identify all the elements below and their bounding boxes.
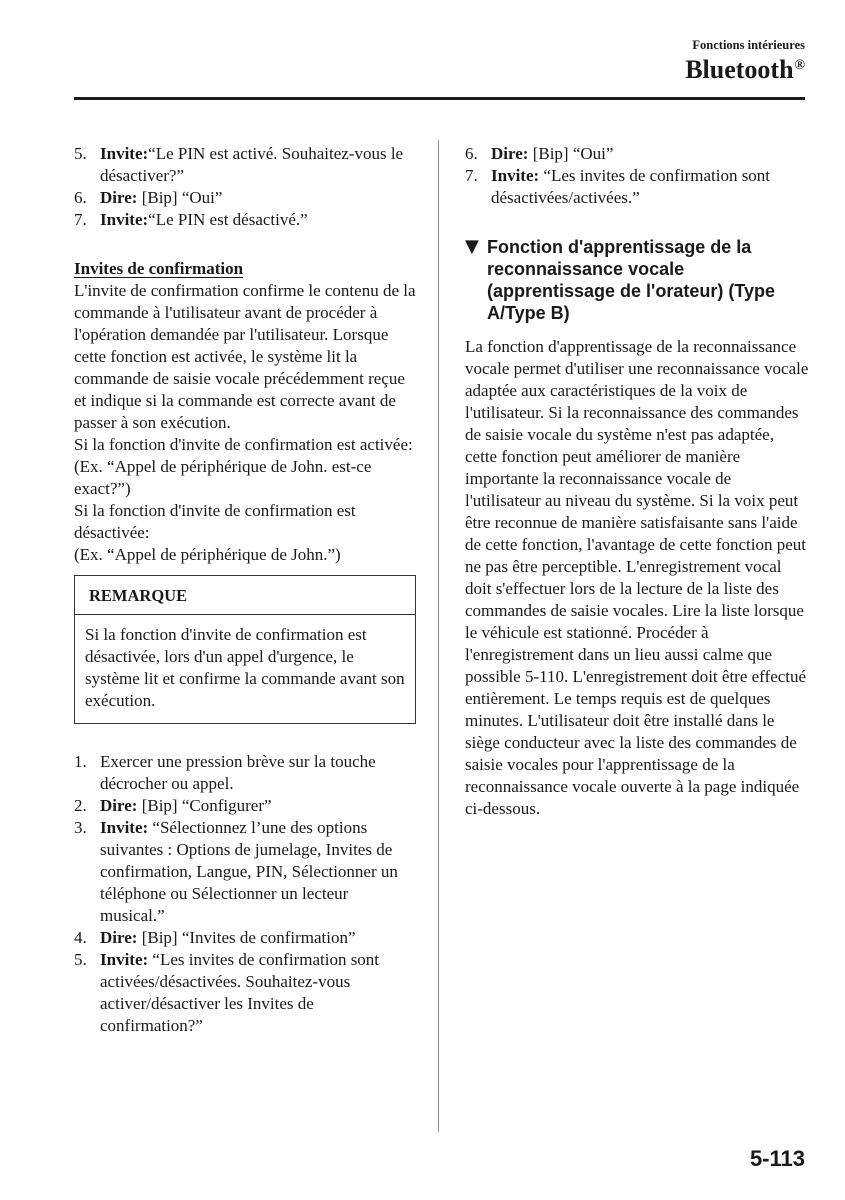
column-divider: [438, 140, 439, 1132]
note-box: [74, 575, 416, 724]
step-number: 3.: [74, 818, 87, 837]
list-item: [465, 143, 810, 165]
body-line: (Ex. “Appel de périphérique de John. est-ce exact?”): [74, 457, 372, 498]
list-item: [465, 165, 810, 209]
subheading: Invites de confirmation: [74, 259, 244, 278]
header-section-label: Fonctions intérieures: [692, 38, 805, 52]
page-title-text: Bluetooth: [685, 55, 794, 84]
step-number: 5.: [74, 950, 87, 969]
list-item: [74, 949, 416, 1037]
triangle-down-icon: ▼: [465, 236, 479, 257]
left-column: [74, 143, 416, 1037]
step-number: 7.: [74, 210, 87, 229]
step-text: [Bip] “Oui”: [528, 144, 614, 163]
step-number: 1.: [74, 752, 87, 771]
header-rule: [74, 97, 805, 100]
step-number: 4.: [74, 928, 87, 947]
step-number: 6.: [74, 188, 87, 207]
steps-list-c: [465, 143, 810, 209]
section-heading: [465, 236, 810, 324]
right-column: [465, 143, 810, 820]
step-text: “Le PIN est activé. Souhaitez-vous le désactiver?”: [100, 144, 404, 185]
step-number: 6.: [465, 144, 478, 163]
list-item: [74, 795, 416, 817]
step-text: “Les invites de confirmation sont activées/désactivées. Souhaitez-vous activer/désactiver les Invites de confirmation?”: [100, 950, 380, 1035]
step-number: 2.: [74, 796, 87, 815]
step-text: Exercer une pression brève sur la touche décrocher ou appel.: [100, 752, 376, 793]
list-item: [74, 209, 416, 231]
step-text: [Bip] “Configurer”: [137, 796, 272, 815]
step-label: Dire:: [100, 188, 138, 207]
list-item: [74, 817, 416, 927]
step-label: Invite:: [100, 950, 149, 969]
registered-mark: ®: [794, 58, 805, 73]
note-heading: REMARQUE: [75, 576, 415, 615]
page-number: 5-113: [749, 1146, 805, 1171]
step-label: Dire:: [100, 928, 138, 947]
page-title: [685, 54, 805, 86]
step-label: Dire:: [100, 796, 138, 815]
step-label: Invite:: [100, 144, 149, 163]
body-line: Si la fonction d'invite de confirmation est désactivée:: [74, 501, 356, 542]
note-body: Si la fonction d'invite de confirmation est désactivée, lors d'un appel d'urgence, le système lit et confirme la commande avant son exécution.: [85, 625, 405, 710]
body-paragraph: L'invite de confirmation confirme le contenu de la commande à l'utilisateur avant de procéder à l'opération demandée par l'utilisateur. Lorsque cette fonction est activée, le système lit la commande de saisie vocale précédemment reçue et indique si la commande est correcte avant de passer à son exécution.: [74, 281, 416, 432]
step-text: “Les invites de confirmation sont désactivées/activées.”: [491, 166, 771, 207]
step-label: Dire:: [491, 144, 529, 163]
step-number: 5.: [74, 144, 87, 163]
step-text: “Le PIN est désactivé.”: [148, 210, 308, 229]
step-text: [Bip] “Invites de confirmation”: [137, 928, 356, 947]
step-label: Invite:: [491, 166, 540, 185]
steps-list-a: [74, 143, 416, 231]
body-line: Si la fonction d'invite de confirmation est activée:: [74, 435, 413, 454]
step-number: 7.: [465, 166, 478, 185]
list-item: [74, 927, 416, 949]
step-label: Invite:: [100, 210, 149, 229]
list-item: [74, 187, 416, 209]
list-item: [74, 143, 416, 187]
list-item: [74, 751, 416, 795]
body-line: (Ex. “Appel de périphérique de John.”): [74, 545, 341, 564]
section-heading-text: Fonction d'apprentissage de la reconnaissance vocale (apprentissage de l'orateur) (Type A/Type B): [487, 237, 776, 323]
step-text: “Sélectionnez l’une des options suivantes : Options de jumelage, Invites de confirmation, Langue, PIN, Sélectionner un téléphone ou Sélectionner un lecteur musical.”: [100, 818, 398, 925]
step-text: [Bip] “Oui”: [137, 188, 223, 207]
step-label: Invite:: [100, 818, 149, 837]
steps-list-b: [74, 751, 416, 1037]
body-paragraph: La fonction d'apprentissage de la reconnaissance vocale permet d'utiliser une reconnaissance vocale adaptée aux caractéristiques de la voix de l'utilisateur. Si la reconnaissance des commandes de saisie vocale du système n'est pas adaptée, cette fonction peut améliorer de manière importante la reconnaissance vocale de l'utilisateur au niveau du système. Si la voix peut être reconnue de manière satisfaisante sans l'aide de cette fonction, l'avantage de cette fonction peut ne pas être perceptible. L'enregistrement vocal doit s'effectuer lors de la lecture de la liste des commandes de saisie vocales. Lire la liste lorsque le véhicule est stationné. Procéder à l'enregistrement dans un lieu aussi calme que possible 5-110. L'enregistrement doit être effectué entièrement. Le temps requis est de quelques minutes. L'utilisateur doit être installé dans le siège conducteur avec la liste des commandes de saisie vocales pour l'apprentissage de la reconnaissance vocale ouverte à la page indiquée ci-dessous.: [465, 337, 809, 818]
